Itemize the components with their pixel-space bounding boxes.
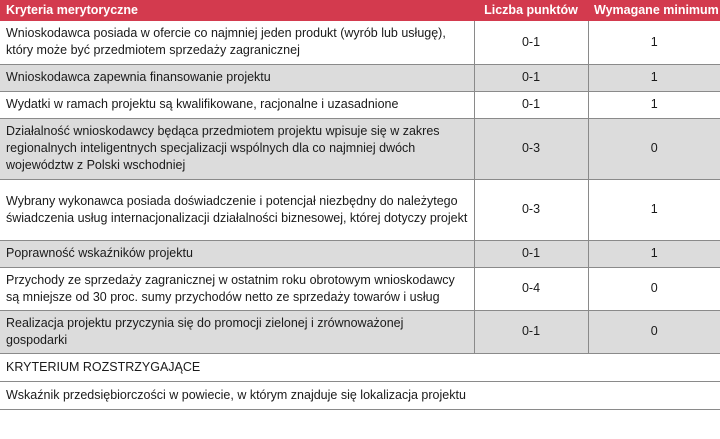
criterion-points: 0-1 <box>474 91 588 118</box>
criterion-minimum: 1 <box>588 91 720 118</box>
criterion-minimum: 1 <box>588 240 720 267</box>
criterion-minimum: 1 <box>588 21 720 64</box>
header-minimum: Wymagane minimum <box>594 3 719 17</box>
criterion-points: 0-4 <box>474 267 588 310</box>
criterion-text: Wydatki w ramach projektu są kwalifikowane, racjonalne i uzasadnione <box>0 91 474 118</box>
decisive-title: KRYTERIUM ROZSTRZYGAJĄCE <box>0 353 720 381</box>
header-points: Liczba punktów <box>484 3 578 17</box>
criterion-minimum: 0 <box>588 267 720 310</box>
criterion-points: 0-3 <box>474 118 588 179</box>
table-row <box>0 91 720 118</box>
criterion-text: Wnioskodawca zapewnia finansowanie projektu <box>0 64 474 91</box>
criterion-text: Działalność wnioskodawcy będąca przedmiotem projektu wpisuje się w zakres regionalnych inteligentnych specjalizacji wspólnych dla co najmniej dwóch województw z Polski wschodniej <box>0 118 474 179</box>
criterion-points: 0-1 <box>474 64 588 91</box>
table-row <box>0 240 720 267</box>
criterion-minimum: 0 <box>588 118 720 179</box>
table-row <box>0 118 720 179</box>
table-row <box>0 179 720 240</box>
table-row <box>0 21 720 64</box>
header-criteria: Kryteria merytoryczne <box>6 3 139 17</box>
criterion-minimum: 0 <box>588 310 720 353</box>
decisive-text: Wskaźnik przedsiębiorczości w powiecie, w którym znajduje się lokalizacja projektu <box>0 381 720 409</box>
decisive-text-row <box>0 381 720 409</box>
criterion-minimum: 1 <box>588 64 720 91</box>
table-row <box>0 310 720 353</box>
criterion-points: 0-1 <box>474 310 588 353</box>
table-row <box>0 267 720 310</box>
criterion-points: 0-3 <box>474 179 588 240</box>
criterion-text: Przychody ze sprzedaży zagranicznej w ostatnim roku obrotowym wnioskodawcy są mniejsze od 30 proc. sumy przychodów netto ze sprzedaży towarów i usług <box>0 267 474 310</box>
criterion-points: 0-1 <box>474 21 588 64</box>
criterion-text: Poprawność wskaźników projektu <box>0 240 474 267</box>
criterion-minimum: 1 <box>588 179 720 240</box>
criterion-points: 0-1 <box>474 240 588 267</box>
table-row <box>0 64 720 91</box>
table-header-row <box>0 0 720 21</box>
criterion-text: Wnioskodawca posiada w ofercie co najmniej jeden produkt (wyrób lub usługę), który może być przedmiotem sprzedaży zagranicznej <box>0 21 474 64</box>
decisive-title-row <box>0 353 720 381</box>
criterion-text: Wybrany wykonawca posiada doświadczenie i potencjał niezbędny do należytego świadczenia usług internacjonalizacji działalności biznesowej, której dotyczy projekt <box>0 179 474 240</box>
criterion-text: Realizacja projektu przyczynia się do promocji zielonej i zrównoważonej gospodarki <box>0 310 474 353</box>
